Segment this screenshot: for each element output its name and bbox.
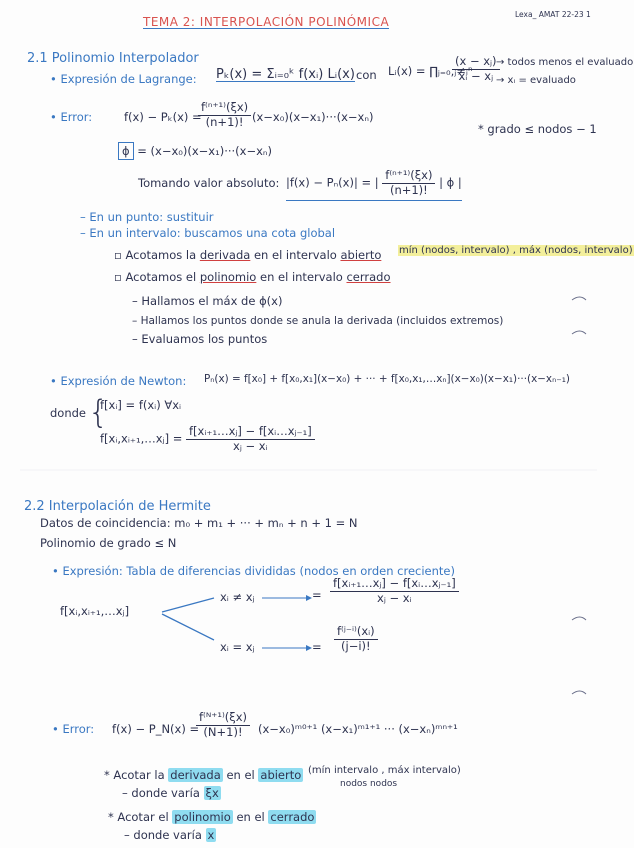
brace-icon: { <box>88 393 109 431</box>
abs-denominator: (n+1)! <box>389 182 428 197</box>
hermite-error-denominator: (N+1)! <box>203 724 243 739</box>
bullet-polinomio <box>114 272 391 284</box>
branch-arrow-down <box>162 614 214 640</box>
bullet2-cerrado: cerrado <box>346 270 391 284</box>
note1-sub <box>122 788 221 800</box>
point-note: – En un punto: sustituir <box>80 210 214 224</box>
abs-formula <box>286 170 462 201</box>
note1-derivada: derivada <box>170 768 221 782</box>
li-note-bottom: → xᵢ = evaluado <box>496 75 576 86</box>
donde-label: donde <box>50 406 86 420</box>
polinomio-grado: Polinomio de grado ≤ N <box>40 536 177 550</box>
bullet1-text-b: en el intervalo <box>253 248 337 262</box>
note1-text-a: * Acotar la <box>104 768 165 782</box>
note1-text-b: en el <box>226 768 255 782</box>
note2-text-b: en el <box>236 810 265 824</box>
case1-denominator: xⱼ − xᵢ <box>377 590 412 605</box>
hermite-expr-label: • Expresión: Tabla de diferencias divididas (nodos en orden creciente) <box>52 564 455 578</box>
page-meta: Lexa_ AMAT 22-23 1 <box>515 10 591 19</box>
hermite-error-label: • Error: <box>52 722 95 736</box>
bullet1-abierto: abierto <box>340 248 382 262</box>
sub-step-3: – Evaluamos los puntos <box>132 332 268 346</box>
li-fraction <box>452 56 500 82</box>
lagrange-con: con <box>356 68 377 82</box>
note2-sub-text: – donde varía <box>124 828 202 842</box>
error-numerator: f⁽ⁿ⁺¹⁾(ξx) <box>198 102 251 116</box>
note2-text-a: * Acotar el <box>108 810 169 824</box>
datos-coincidencia: Datos de coincidencia: m₀ + m₁ + ··· + mₙ + n + 1 = N <box>40 516 358 530</box>
page-title: TEMA 2: INTERPOLACIÓN POLINÓMICA <box>143 15 390 29</box>
note1-nodos: nodos nodos <box>340 779 398 789</box>
note1-xi: ξx <box>205 786 219 800</box>
phi-expression: = (x−x₀)(x−x₁)···(x−xₙ) <box>137 144 272 158</box>
error-denominator: (n+1)! <box>205 114 244 129</box>
note1-sub-text: – donde varía <box>122 786 200 800</box>
dd-definition-1: f[xᵢ] = f(xᵢ) ∀xᵢ <box>100 398 182 412</box>
bullet1-note-text: mín (nodos, intervalo) , máx (nodos, intervalo) <box>399 245 633 256</box>
hermite-note-1 <box>104 770 303 782</box>
note1-abierto: abierto <box>260 768 302 782</box>
case1-condition: xᵢ ≠ xⱼ <box>220 590 255 604</box>
sub-step-2: – Hallamos los puntos donde se anula la derivada (incluidos extremos) <box>132 315 504 327</box>
abs-numerator: f⁽ⁿ⁺¹⁾(ξx) <box>382 170 435 184</box>
sub-step-1: – Hallamos el máx de ϕ(x) <box>132 294 283 308</box>
note2-cerrado: cerrado <box>270 810 315 824</box>
abs-label: Tomando valor absoluto: <box>138 176 280 190</box>
bullet2-text-a: Acotamos el <box>125 270 197 284</box>
bullet1-derivada: derivada <box>199 248 251 262</box>
hermite-error-numerator: f⁽ᴺ⁺¹⁾(ξx) <box>196 712 250 726</box>
case2-numerator: f⁽ʲ⁻ⁱ⁾(xᵢ) <box>334 626 378 640</box>
case1-equals: = <box>312 588 322 602</box>
error-rhs: (x−x₀)(x−x₁)···(x−xₙ) <box>252 110 374 124</box>
dd2-denominator: xⱼ − xᵢ <box>233 438 268 453</box>
case2-condition: xᵢ = xⱼ <box>220 640 255 654</box>
branch-arrow-up <box>162 598 214 612</box>
section-heading-2-1: 2.1 Polinomio Interpolador <box>27 51 199 66</box>
hermite-expr-lhs: f[xᵢ,xᵢ₊₁,…xⱼ] <box>60 604 130 618</box>
error-fraction <box>198 102 251 128</box>
bullet1-note <box>398 246 634 256</box>
bullet2-text-b: en el intervalo <box>260 270 343 284</box>
dd2-numerator: f[xᵢ₊₁…xⱼ] − f[xᵢ…xⱼ₋₁] <box>186 426 315 440</box>
grado-note: * grado ≤ nodos − 1 <box>478 122 597 136</box>
hermite-note-2 <box>108 812 316 824</box>
bullet2-polinomio: polinomio <box>199 270 257 284</box>
note2-polinomio: polinomio <box>174 810 231 824</box>
error-lhs: f(x) − Pₖ(x) = <box>124 110 202 124</box>
abs-lhs: |f(x) − Pₙ(x)| = | <box>286 175 379 190</box>
case2-equals: = <box>312 640 322 654</box>
bullet-derivada <box>114 250 381 262</box>
note1-minmax: (mín intervalo , máx intervalo) <box>308 765 461 776</box>
note2-x: x <box>207 828 215 842</box>
dd-definition-2 <box>100 426 315 452</box>
newton-label: • Expresión de Newton: <box>50 374 187 388</box>
case1-fraction <box>330 578 459 604</box>
abs-rhs: | ϕ | <box>439 175 462 190</box>
li-formula: Lᵢ(x) = ∏ⱼ₌₀,ⱼ≠ᵢⁿ <box>388 64 473 78</box>
error-label: • Error: <box>50 110 93 124</box>
lagrange-label: • Expresión de Lagrange: <box>50 72 197 86</box>
newton-formula: Pₙ(x) = f[x₀] + f[x₀,x₁](x−x₀) + ··· + f[x₀,x₁,…xₙ](x−x₀)(x−x₁)···(x−xₙ₋₁) <box>204 373 570 385</box>
case2-denominator: (j−i)! <box>341 638 371 653</box>
phi-symbol: ϕ <box>118 142 134 160</box>
case2-fraction <box>334 626 378 652</box>
hermite-error-fraction <box>196 712 250 738</box>
lagrange-formula: Pₖ(x) = Σᵢ₌₀ᵏ f(xᵢ) Lᵢ(x) <box>216 67 355 82</box>
bullet-square-icon: ▫ <box>114 248 122 262</box>
bullet1-text-a: Acotamos la <box>125 248 197 262</box>
hermite-error-lhs: f(x) − P_N(x) = <box>112 722 200 736</box>
margin-mark <box>572 297 586 300</box>
interval-note: – En un intervalo: buscamos una cota global <box>80 226 336 240</box>
phi-definition <box>118 146 272 158</box>
bullet-square-icon: ▫ <box>114 270 122 284</box>
li-note-top: → todos menos el evaluado <box>496 57 634 68</box>
dd2-lhs: f[xᵢ,xᵢ₊₁,…xⱼ] = <box>100 431 183 446</box>
hermite-error-rhs: (x−x₀)ᵐ⁰⁺¹ (x−x₁)ᵐ¹⁺¹ ··· (x−xₙ)ᵐⁿ⁺¹ <box>258 722 458 736</box>
li-denominator: xᵢ − xⱼ <box>458 68 494 83</box>
margin-mark <box>572 617 586 620</box>
section-heading-2-2: 2.2 Interpolación de Hermite <box>24 499 211 514</box>
margin-mark <box>572 691 586 694</box>
li-numerator: (x − xⱼ) <box>452 56 500 70</box>
margin-mark <box>572 331 586 334</box>
case1-numerator: f[xᵢ₊₁…xⱼ] − f[xᵢ…xⱼ₋₁] <box>330 578 459 592</box>
note2-sub <box>124 830 216 842</box>
